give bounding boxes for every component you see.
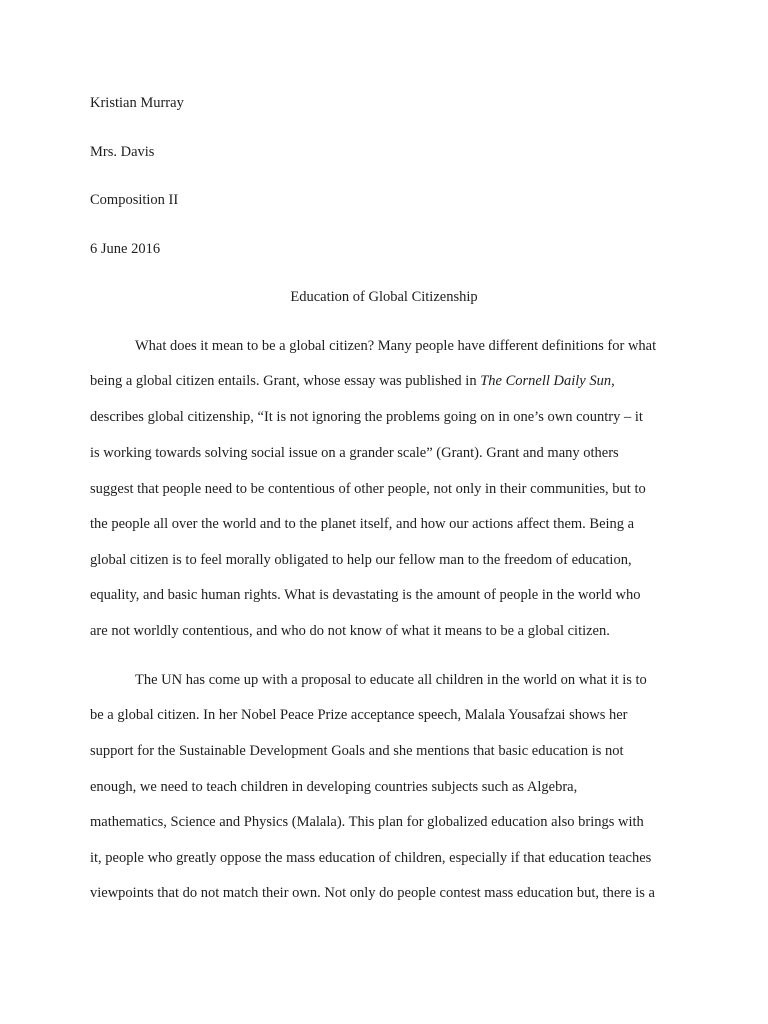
paragraph-line: suggest that people need to be contentious of other people, not only in their communities, but to bbox=[90, 481, 646, 497]
paragraph-line: What does it mean to be a global citizen? Many people have different definitions for what bbox=[135, 338, 657, 354]
paragraph-line: enough, we need to teach children in developing countries subjects such as Algebra, bbox=[90, 779, 578, 795]
paragraph-line: mathematics, Science and Physics (Malala). This plan for globalized education also brings with bbox=[90, 814, 644, 830]
paragraph-line: it, people who greatly oppose the mass education of children, especially if that education teaches bbox=[90, 850, 652, 866]
line-text: being a global citizen entails. Grant, whose essay was published in bbox=[90, 373, 481, 389]
paragraph-line: is working towards solving social issue on a grander scale” (Grant). Grant and many others bbox=[90, 445, 619, 461]
paragraph-line: support for the Sustainable Development Goals and she mentions that basic education is not bbox=[90, 743, 624, 759]
paragraph-line: the people all over the world and to the planet itself, and how our actions affect them. Being a bbox=[90, 516, 635, 532]
instructor-name: Mrs. Davis bbox=[90, 144, 155, 160]
paragraph-line: The UN has come up with a proposal to educate all children in the world on what it is to bbox=[135, 672, 647, 688]
date: 6 June 2016 bbox=[90, 241, 161, 257]
source-title: The Cornell Daily Sun, bbox=[480, 373, 615, 389]
author-name: Kristian Murray bbox=[90, 95, 184, 111]
paragraph-line: are not worldly contentious, and who do not know of what it means to be a global citizen. bbox=[90, 623, 610, 639]
essay-title: Education of Global Citizenship bbox=[290, 289, 478, 305]
course-name: Composition II bbox=[90, 192, 179, 208]
paragraph-line: global citizen is to feel morally obligated to help our fellow man to the freedom of education, bbox=[90, 552, 632, 568]
paragraph-line: describes global citizenship, “It is not ignoring the problems going on in one’s own country – it bbox=[90, 409, 643, 425]
paragraph-line: viewpoints that do not match their own. Not only do people contest mass education but, there is a bbox=[90, 885, 655, 901]
paragraph-line bbox=[90, 372, 615, 390]
paragraph-line: be a global citizen. In her Nobel Peace Prize acceptance speech, Malala Yousafzai shows her bbox=[90, 707, 628, 723]
paragraph-line: equality, and basic human rights. What is devastating is the amount of people in the world who bbox=[90, 587, 641, 603]
